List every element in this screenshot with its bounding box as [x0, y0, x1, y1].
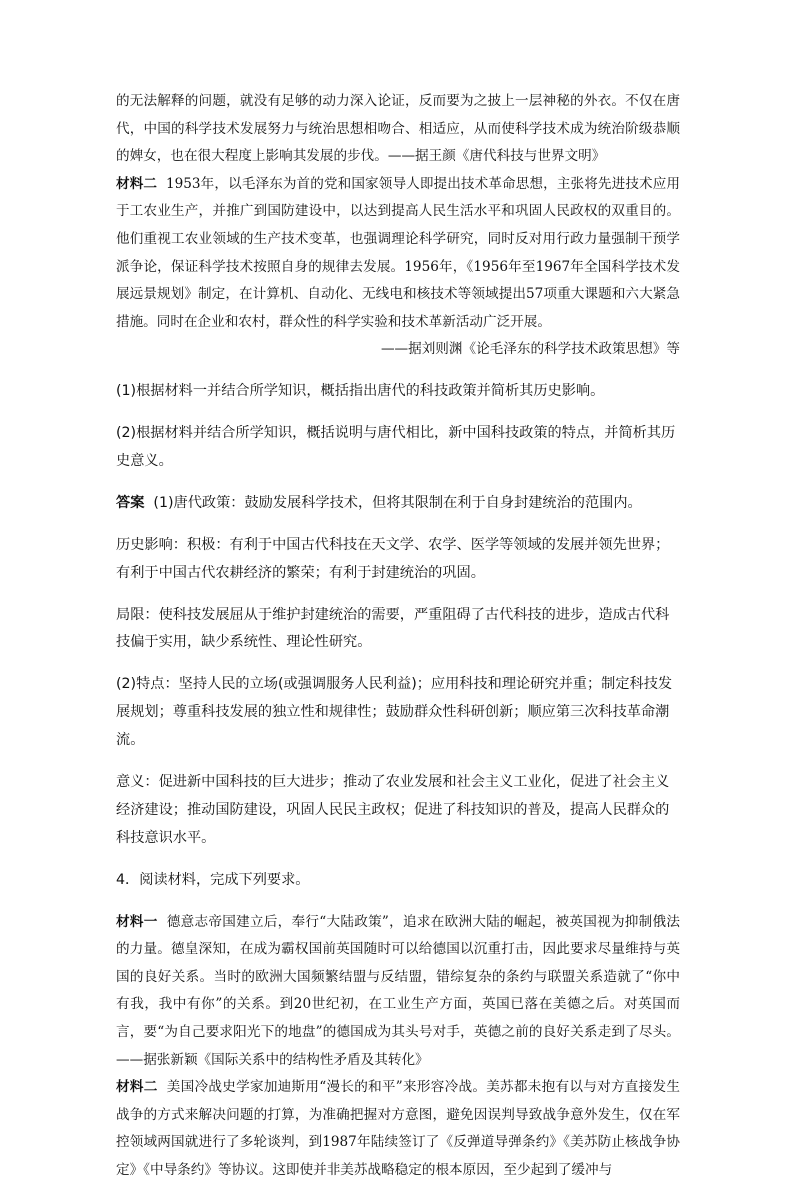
material-2-label: 材料二 [116, 175, 158, 192]
document-page [116, 88, 680, 1185]
answer-part-1 [116, 490, 680, 518]
answer-part-2: (2)特点：坚持人民的立场(或强调服务人民利益)；应用科技和理论研究并重；制定科技发展规划；尊重科技发展的独立性和规律性；鼓励群众性科研创新；顺应第三次科技革命潮流。 [116, 676, 673, 749]
q4-material-1-text: 德意志帝国建立后，奉行“大陆政策”，追求在欧洲大陆的崛起，被英国视为抑制俄法的力量。德皇深知，在成为霸权国前英国随时可以给德国以沉重打击，因此要求尽量维持与英国的良好关系。当时的欧洲大国频繁结盟与反结盟，错综复杂的条约与联盟关系造就了“你中有我，我中有你”的关系。到20世纪初，在工业生产方面，英国已落在美德之后。对英国而言，要“为自己要求阳光下的地盘”的德国成为其头号对手，英德之前的良好关系走到了尽头。——据张新颖《国际关系中的结构性矛盾及其转化》 [116, 913, 680, 1068]
question-1: (1)根据材料一并结合所学知识，概括指出唐代的科技政策并简析其历史影响。 [116, 383, 605, 400]
answer-limitation: 局限：使科技发展屈从于维护封建统治的需要，严重阻碍了古代科技的进步，造成古代科技偏于实用，缺少系统性、理论性研究。 [116, 606, 670, 651]
material-2-source: ——据刘则渊《论毛泽东的科学技术政策思想》等 [380, 341, 680, 358]
q4-material-1-label: 材料一 [116, 913, 158, 930]
material-2-paragraph [116, 171, 680, 337]
answer-1-text: (1)唐代政策：鼓励发展科学技术，但将其限制在利于自身封建统治的范围内。 [153, 494, 642, 511]
material-1-continuation: 的无法解释的问题，就没有足够的动力深入论证，反而要为之披上一层神秘的外衣。不仅在唐代，中国的科学技术发展努力与统治思想相吻合、相适应，从而使科学技术成为统治阶级恭顺的婢女，也在很大程度上影响其发展的步伐。——据王颜《唐代科技与世界文明》 [116, 93, 680, 165]
material-2-text: 1953年，以毛泽东为首的党和国家领导人即提出技术革命思想，主张将先进技术应用于工农业生产，并推广到国防建设中，以达到提高人民生活水平和巩固人民政权的双重目的。他们重视工农业领域的生产技术变革，也强调理论科学研究，同时反对用行政力量强制干预学派争论，保证科学技术按照自身的规律去发展。1956年，《1956年至1967年全国科学技术发展远景规划》制定，在计算机、自动化、无线电和核技术等领域提出57项重大课题和六大紧急措施。同时在企业和农村，群众性的科学实验和技术革新活动广泛开展。 [116, 175, 681, 330]
answer-label: 答案 [116, 494, 145, 511]
answer-significance: 意义：促进新中国科技的巨大进步；推动了农业发展和社会主义工业化，促进了社会主义经济建设；推动国防建设，巩固人民民主政权；促进了科技知识的普及，提高人民群众的科技意识水平。 [116, 774, 670, 846]
q4-material-2-text: 美国冷战史学家加迪斯用“漫长的和平”来形容冷战。美苏都未抱有以与对方直接发生战争的方式来解决问题的打算，为准确把握对方意图，避免因误判导致战争意外发生，仅在军控领域两国就进行了多轮谈判，到1987年陆续签订了《反弹道导弹条约》《美苏防止核战争协定》《中导条约》等协议。这即使并非美苏战略稳定的根本原因，至少起到了缓冲与 [116, 1079, 680, 1178]
q4-material-2-label: 材料二 [116, 1079, 158, 1096]
answer-historical-impact: 历史影响：积极：有利于中国古代科技在天文学、农学、医学等领域的发展并领先世界；有利于中国古代农耕经济的繁荣；有利于封建统治的巩固。 [116, 536, 670, 581]
question-2: (2)根据材料并结合所学知识，概括说明与唐代相比，新中国科技政策的特点，并简析其历史意义。 [116, 425, 676, 469]
question-4: 4．阅读材料，完成下列要求。 [116, 871, 310, 888]
q4-material-1-paragraph [116, 909, 680, 1075]
q4-material-2-paragraph [116, 1074, 680, 1184]
